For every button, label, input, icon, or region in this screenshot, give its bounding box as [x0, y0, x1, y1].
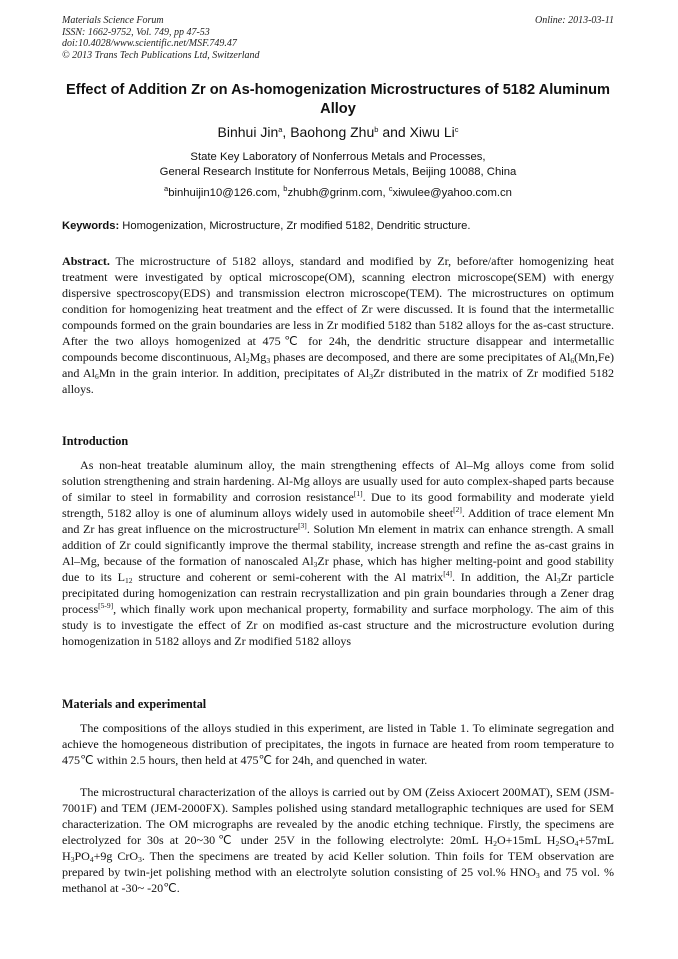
text-run: . Due to its good formability and moderate yield strength, 5182 alloy is one of aluminum alloys widely used in automobile sheet	[62, 490, 614, 520]
text-run: phases are decomposed, and there are some precipitates of Al	[270, 350, 571, 364]
subscript: 6	[94, 372, 99, 381]
text-run: O+15mL H	[496, 833, 556, 847]
text-run: Mn in the grain interior. In addition, precipitates of Al	[98, 366, 370, 380]
text-run: +57mL H	[62, 833, 614, 863]
subscript: 3	[535, 871, 540, 880]
email-link[interactable]: binhuijin10@126.com,	[168, 187, 284, 199]
author-name: Binhui Jin	[217, 124, 279, 140]
email-link[interactable]: xiwulee@yahoo.com.cn	[392, 187, 512, 199]
subscript: 6	[570, 356, 575, 365]
text-run: . Then the specimens are treated by acid Keller solution. Thin foils for TEM observation are prepared by twin-jet polishing method with an electrolyte solution consisting of 25 vol.% HNO	[62, 849, 614, 879]
subscript: 2	[245, 356, 250, 365]
text-run: and 75 vol. % methanol at -30~ -20℃.	[62, 865, 614, 895]
section-heading-introduction: Introduction	[62, 434, 129, 448]
subscript: 3	[556, 576, 561, 585]
text-run: . In addition, the Al	[451, 570, 557, 584]
text-run: The microstructure of 5182 alloys, standard and modified by Zr, before/after homogenizing heat treatment were investigated by optical microscope(OM), scanning electron microscope(SEM) with energy dispersive spectroscopy(EDS) and transmission electron microscope(TEM). The microstructures on optimum condition for homogenizing heat treatment and the effect of Zr were discussed. It is found that the intermetallic compounds formed on the grain boundaries are less in Zr modified 5182 than 5182 alloys for the as-cast structure. After the two alloys homogenized at 475℃ for 24h, the dendritic structure disappear and intermetallic compounds become discontinuous, Al	[62, 254, 614, 364]
text-run: . Addition of trace element Mn and Zr has great influence on the microstructure	[62, 506, 614, 536]
introduction-paragraph	[62, 457, 614, 649]
text-run: The microstructural characterization of the alloys is carried out by OM (Zeiss Axiocert 200MAT), SEM (JSM-7001F) and TEM (JEM-2000FX). Samples polished using standard metallographic techniques are used for SEM characterization. The OM micrographs are revealed by the anodic etching technique. Firstly, the specimens are electrolyzed for 30s at 20~30℃ under 25V in the following electrolyte: 20mL H	[62, 785, 614, 847]
citation[interactable]: [1]	[353, 489, 363, 498]
subscript: 2	[555, 839, 560, 848]
subscript: 4	[89, 855, 94, 864]
keywords	[62, 219, 614, 234]
affiliation-line: General Research Institute for Nonferrous Metals, Beijing 10088, China	[159, 166, 517, 178]
email-link[interactable]: zhubh@grinm.com,	[287, 187, 389, 199]
journal-issn: ISSN: 1662-9752, Vol. 749, pp 47-53	[62, 26, 210, 38]
author-superscript: c	[454, 125, 459, 134]
abstract-label: Abstract.	[62, 254, 110, 268]
text-run: . Solution Mn element in matrix can enhance strength. A small addition of Zr could significantly improve the thermal stability, increase strength and refine the as-cast grains in Al–Mg, because of the formation of nanoscaled Al	[62, 522, 614, 568]
subscript: 3	[70, 855, 75, 864]
text-run: Zr distributed in the matrix of Zr modified 5182 alloys.	[62, 366, 614, 396]
paper-title: Effect of Addition Zr on As-homogenization Microstructures of 5182 Aluminum Alloy	[65, 82, 611, 117]
affiliation-line: State Key Laboratory of Nonferrous Metals and Processes,	[190, 151, 486, 163]
text-run: PO	[74, 849, 90, 863]
journal-name: Materials Science Forum	[62, 15, 164, 26]
subscript: 3	[138, 855, 142, 864]
citation[interactable]: [5-9]	[98, 601, 114, 610]
author-name: Xiwu Li	[409, 124, 455, 140]
subscript: 12	[125, 576, 133, 585]
subscript: 3	[369, 372, 374, 381]
journal-doi[interactable]: doi:10.4028/www.scientific.net/MSF.749.47	[62, 38, 237, 49]
section-heading-materials: Materials and experimental	[62, 697, 207, 711]
text-run: (Mn,Fe) and Al	[62, 350, 614, 380]
citation[interactable]: [3]	[298, 521, 307, 530]
author-superscript: b	[374, 125, 379, 134]
email-superscript: a	[164, 184, 169, 193]
subscript: 4	[574, 839, 579, 848]
materials-paragraph	[62, 784, 614, 896]
abstract	[62, 253, 614, 397]
text-run: +9g CrO	[93, 849, 139, 863]
text-run: Zr particle precipitated during homogenization can restrain recrystallization and pin grain boundaries through a Zener drag process	[62, 570, 615, 616]
text-run: Mg	[249, 350, 267, 364]
text-run: SO	[559, 833, 575, 847]
affiliation	[62, 150, 614, 180]
citation[interactable]: [2]	[453, 505, 462, 514]
text-run: , which finally work upon mechanical property, formability and surface morphology. The aim of this study is to investigate the effect of Zr on modified as-cast structure and the microstructure evolution during homogenization in 5182 alloys and Zr modified 5182 alloys	[62, 602, 614, 648]
author-name: Baohong Zhu	[290, 124, 375, 140]
author-list	[62, 123, 614, 141]
author-separator: ,	[282, 124, 291, 140]
text-run: structure and coherent or semi-coherent with the Al matrix	[132, 570, 444, 584]
author-superscript: a	[278, 125, 283, 134]
journal-copyright: © 2013 Trans Tech Publications Ltd, Switzerland	[62, 49, 260, 61]
online-date: Online: 2013-03-11	[535, 15, 614, 26]
subscript: 2	[493, 839, 497, 848]
keywords-text: Homogenization, Microstructure, Zr modified 5182, Dendritic structure.	[119, 220, 471, 232]
email-superscript: c	[388, 184, 393, 193]
author-separator: and	[378, 124, 410, 140]
materials-paragraph: The compositions of the alloys studied in this experiment, are listed in Table 1. To eliminate segregation and achieve the homogeneous distribution of precipitates, the ingots in furnace are heated from room temperature to 475℃ within 2.5 hours, then held at 475℃ for 24h, and quenched in water.	[62, 721, 614, 767]
subscript: 3	[313, 560, 318, 569]
journal-header	[62, 15, 260, 61]
email-superscript: b	[283, 184, 288, 193]
text-run: Zr phase, which has higher melting-point and good stability due to its L	[62, 554, 614, 584]
keywords-label: Keywords:	[62, 220, 120, 232]
citation[interactable]: [4]	[443, 569, 452, 578]
text-run: As non-heat treatable aluminum alloy, the main strengthening effects of Al–Mg alloys come from solid solution strengthening and strain hardening. Al-Mg alloys are usually used for auto complex-shaped parts because of similar to steel in formability and corrosion resistance	[62, 458, 614, 504]
subscript: 3	[266, 356, 271, 365]
author-emails	[62, 186, 614, 201]
